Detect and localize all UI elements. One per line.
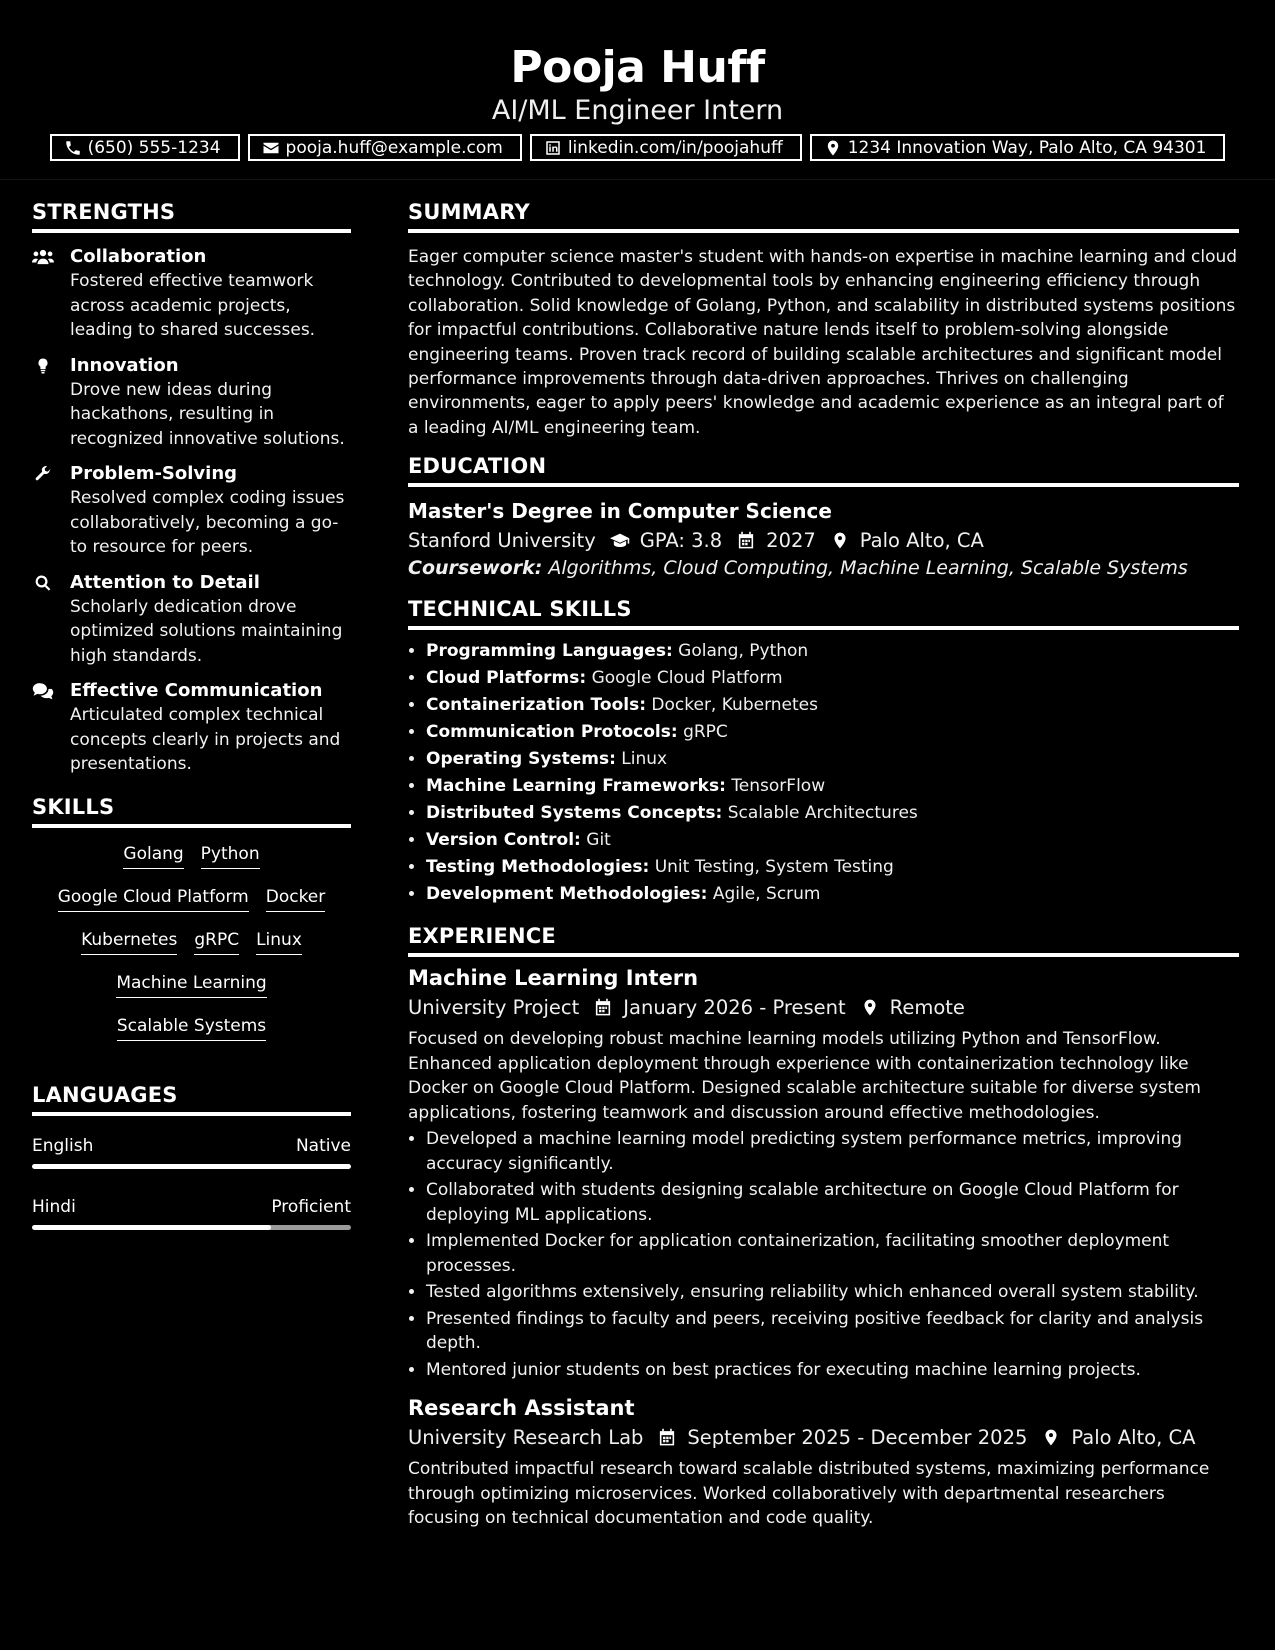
skill-tag: Google Cloud Platform	[58, 885, 249, 912]
strengths-heading: STRENGTHS	[32, 200, 351, 233]
language-level: Proficient	[271, 1196, 351, 1217]
strength-desc: Resolved complex coding issues collaboratively, becoming a go-to resource for peers.	[70, 488, 345, 557]
job-title: Research Assistant	[408, 1396, 635, 1421]
list-item	[426, 827, 1239, 854]
coursework-label: Coursework:	[408, 557, 543, 580]
strength-title: Effective Communication	[70, 680, 323, 701]
contact-email-text: pooja.huff@example.com	[285, 137, 503, 158]
language-level-fill	[32, 1225, 271, 1230]
job-bullets	[408, 1127, 1239, 1382]
skill-tag: Docker	[266, 885, 326, 912]
map-marker-icon	[1041, 1428, 1061, 1447]
calendar-icon	[593, 998, 613, 1017]
job-title: Machine Learning Intern	[408, 966, 699, 991]
job-description: Focused on developing robust machine learning models utilizing Python and TensorFlow. Enhanced application deployment through experience with containerization technology like Docker on Google Cloud Platform. Designed scalable architecture suitable for diverse system applications, fostering teamwork and discussion around effective methodologies.	[408, 1029, 1201, 1123]
left-column	[32, 200, 351, 1258]
lightbulb-icon	[32, 357, 54, 375]
calendar-icon	[657, 1428, 677, 1447]
education-meta	[408, 529, 1239, 552]
phone-icon	[64, 139, 82, 157]
contact-linkedin-text: linkedin.com/in/poojahuff	[567, 137, 783, 158]
users-icon	[32, 248, 54, 266]
language-name: English	[32, 1135, 94, 1156]
job-entry	[408, 966, 1239, 1382]
technical-skills-list	[408, 638, 1239, 908]
tech-skill-value: TensorFlow	[731, 776, 826, 797]
list-item	[426, 773, 1239, 800]
strength-item	[32, 462, 351, 560]
map-marker-icon	[860, 998, 880, 1017]
coursework-list: Algorithms, Cloud Computing, Machine Learning, Scalable Systems	[548, 557, 1188, 580]
strength-title: Attention to Detail	[70, 571, 260, 593]
job-description: Contributed impactful research toward scalable distributed systems, maximizing performance through optimizing microservices. Worked collaboratively with departmental researchers focusing on technical documentation and code quality.	[408, 1459, 1210, 1529]
tech-skill-label: Containerization Tools:	[426, 695, 646, 716]
job-location: Remote	[889, 996, 965, 1020]
tech-skill-value: Linux	[621, 749, 668, 770]
education-coursework	[408, 557, 1239, 579]
tech-skill-label: Programming Languages:	[426, 641, 673, 662]
tech-skill-value: gRPC	[683, 722, 728, 743]
envelope-icon	[262, 139, 280, 157]
candidate-name: Pooja Huff	[510, 42, 765, 93]
list-item: • Presented findings to faculty and peers, receiving positive feedback for clarity and analysis depth.	[426, 1307, 1239, 1356]
strength-title: Innovation	[70, 354, 179, 376]
strength-desc: Articulated complex technical concepts clearly in projects and presentations.	[70, 705, 341, 774]
summary-text: Eager computer science master's student with hands-on expertise in machine learning and cloud technology. Contributed to developmental tools by enhancing engineering efficiency through collaboration. Solid knowledge of Golang, Python, and scalability in distributed systems positions for impactful contributions. Collaborative nature lends itself to problem-solving alongside engineering teams. Proven track record of building scalable architectures and significant model performance improvements through data-driven approaches. Thrives on challenging environments, eager to apply peers' knowledge and academic experience as an integral part of a leading AI/ML engineering team.	[408, 247, 1238, 438]
summary-heading: SUMMARY	[408, 200, 1239, 233]
map-marker-icon	[824, 139, 842, 157]
list-item	[426, 692, 1239, 719]
search-icon	[32, 574, 54, 592]
tech-skill-label: Testing Methodologies:	[426, 857, 650, 878]
skills-heading: SKILLS	[32, 795, 351, 828]
education-location: Palo Alto, CA	[859, 529, 984, 553]
education-school: Stanford University	[408, 529, 596, 553]
strength-item	[32, 354, 351, 452]
list-item	[426, 854, 1239, 881]
skill-tag: Python	[201, 842, 260, 869]
education-year: 2027	[766, 529, 816, 553]
tech-skill-label: Machine Learning Frameworks:	[426, 776, 726, 797]
strength-desc: Scholarly dedication drove optimized solutions maintaining high standards.	[70, 596, 343, 666]
job-dates: January 2026 - Present	[623, 996, 846, 1020]
job-meta	[408, 1426, 1239, 1449]
tech-skill-value: Agile, Scrum	[712, 884, 821, 905]
contact-email[interactable]	[248, 134, 522, 161]
tech-skill-label: Distributed Systems Concepts:	[426, 803, 723, 824]
skill-tag: gRPC	[194, 928, 239, 955]
list-item	[426, 638, 1239, 665]
job-org: University Project	[408, 996, 580, 1020]
education-heading: EDUCATION	[408, 454, 1239, 487]
education-gpa: GPA: 3.8	[639, 529, 723, 553]
strength-desc: Fostered effective teamwork across academic projects, leading to shared successes.	[70, 271, 316, 340]
skill-tag: Scalable Systems	[117, 1014, 266, 1041]
tech-skill-label: Cloud Platforms:	[426, 668, 587, 689]
list-item: • Tested algorithms extensively, ensuring reliability which enhanced overall system stability.	[426, 1280, 1239, 1305]
tech-skill-label: Version Control:	[426, 830, 581, 851]
contact-address[interactable]	[810, 134, 1226, 161]
education-degree: Master's Degree in Computer Science	[408, 499, 832, 524]
job-location: Palo Alto, CA	[1071, 1426, 1196, 1450]
language-item	[32, 1136, 351, 1169]
skill-tag: Machine Learning	[116, 971, 266, 998]
skills-tags	[32, 842, 351, 1041]
contact-phone-text: (650) 555-1234	[87, 137, 221, 158]
tech-skill-value: Docker, Kubernetes	[651, 695, 818, 716]
language-level-fill	[32, 1164, 351, 1169]
wrench-icon	[32, 465, 54, 483]
job-meta	[408, 996, 1239, 1019]
technical-skills-heading: TECHNICAL SKILLS	[408, 597, 1239, 630]
language-level-bar	[32, 1225, 351, 1230]
contact-bar	[0, 134, 1275, 161]
skill-tag: Linux	[256, 928, 302, 955]
list-item	[426, 746, 1239, 773]
strength-desc: Drove new ideas during hackathons, resulting in recognized innovative solutions.	[70, 379, 345, 449]
linkedin-icon	[544, 139, 562, 157]
contact-linkedin[interactable]	[530, 134, 802, 161]
list-item: • Developed a machine learning model predicting system performance metrics, improving accuracy significantly.	[426, 1127, 1239, 1176]
job-org: University Research Lab	[408, 1426, 644, 1450]
list-item	[426, 665, 1239, 692]
language-level: Native	[295, 1135, 351, 1156]
strength-item	[32, 679, 351, 777]
tech-skill-value: Git	[586, 830, 611, 851]
job-dates: September 2025 - December 2025	[687, 1426, 1028, 1450]
list-item: • Collaborated with students designing scalable architecture on Google Cloud Platform for deploying ML applications.	[426, 1178, 1239, 1227]
map-marker-icon	[830, 531, 850, 550]
tech-skill-value: Google Cloud Platform	[591, 668, 783, 689]
candidate-title: AI/ML Engineer Intern	[491, 95, 784, 126]
tech-skill-value: Unit Testing, System Testing	[654, 857, 894, 878]
resume-header	[0, 0, 1275, 180]
tech-skill-value: Golang, Python	[678, 641, 809, 662]
comments-icon	[32, 682, 54, 700]
contact-phone[interactable]	[50, 134, 240, 161]
language-name: Hindi	[32, 1196, 76, 1217]
language-level-bar	[32, 1164, 351, 1169]
tech-skill-value: Scalable Architectures	[727, 803, 918, 824]
strength-title: Problem-Solving	[70, 463, 238, 484]
strength-item	[32, 245, 351, 343]
list-item: • Mentored junior students on best practices for executing machine learning projects.	[426, 1358, 1239, 1383]
skill-tag: Golang	[123, 842, 183, 869]
list-item	[426, 719, 1239, 746]
language-item	[32, 1197, 351, 1230]
list-item	[426, 881, 1239, 908]
graduation-cap-icon	[610, 531, 630, 550]
right-column	[408, 200, 1239, 1533]
list-item: • Implemented Docker for application containerization, facilitating smoother deployment processes.	[426, 1229, 1239, 1278]
tech-skill-label: Development Methodologies:	[426, 884, 708, 905]
list-item	[426, 800, 1239, 827]
languages-heading: LANGUAGES	[32, 1083, 351, 1116]
skill-tag: Kubernetes	[81, 928, 177, 955]
job-entry	[408, 1396, 1239, 1531]
contact-address-text: 1234 Innovation Way, Palo Alto, CA 94301	[847, 137, 1207, 158]
strength-title: Collaboration	[70, 246, 207, 267]
tech-skill-label: Operating Systems:	[426, 749, 616, 770]
tech-skill-label: Communication Protocols:	[426, 722, 678, 743]
calendar-icon	[736, 531, 756, 550]
experience-heading: EXPERIENCE	[408, 924, 1239, 957]
strength-item	[32, 571, 351, 669]
